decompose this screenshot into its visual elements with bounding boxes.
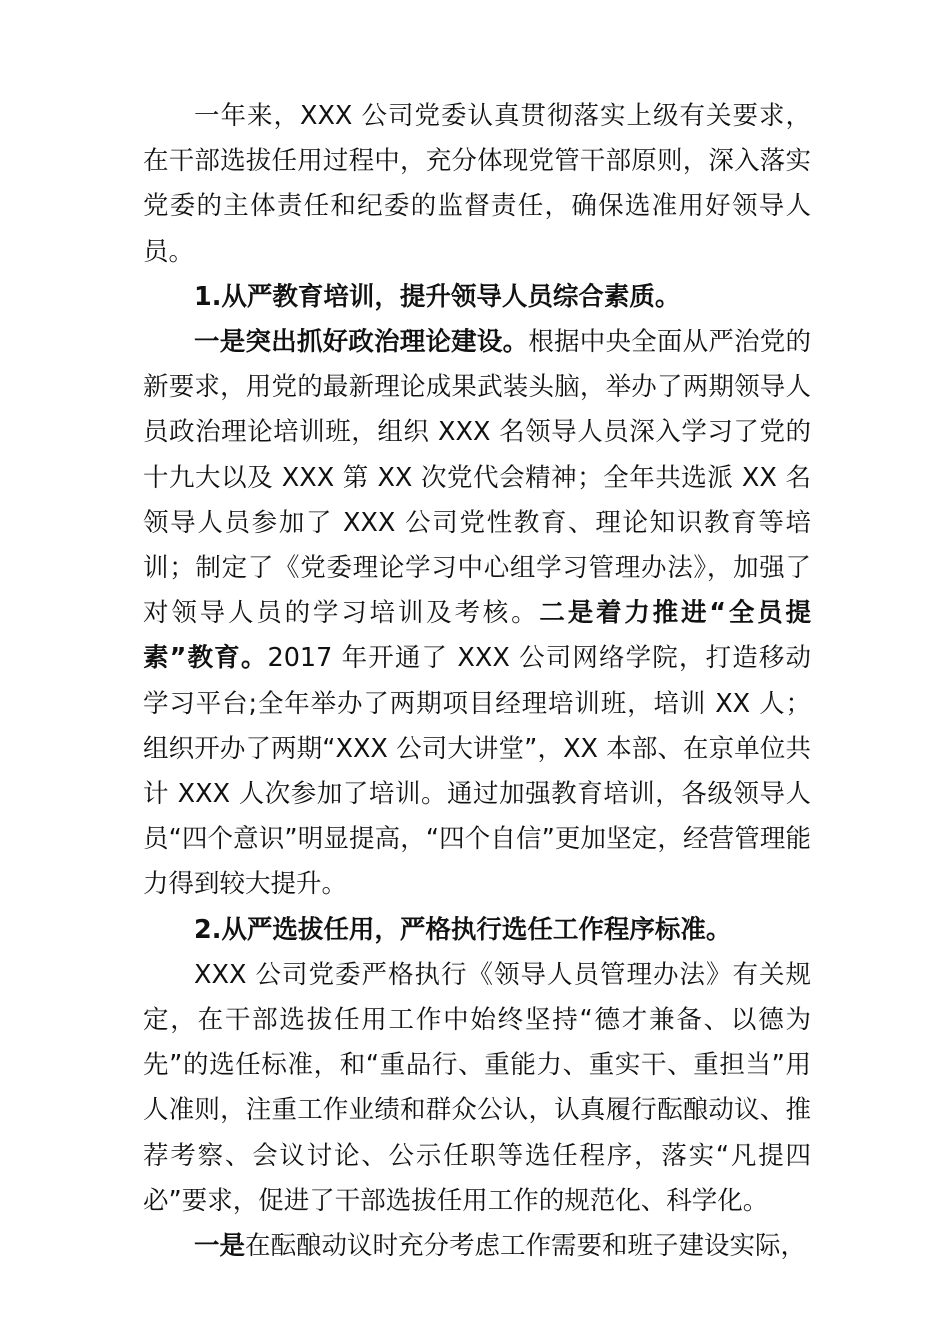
section-heading-1: [143, 275, 811, 320]
point-one-text: 根据中央全面从严治党的新要求，用党的最新理论成果武装头脑，举办了两期领导人员政治理论培训班，组织 XXX 名领导人员深入学习了党的十九大以及 XXX 第 XX 次党代会精神；全年共选派 XX 名领导人员参加了 XXX 公司党性教育、理论知识教育等培训；制定了《党委理论学习中心组学习管理办法》，加强了对领导人员的学习培训及考核。: [143, 327, 811, 629]
final-point-lead: 一是: [194, 1231, 246, 1262]
document-body: [143, 94, 811, 1269]
point-two-lead: 二是着力推进“全员提素”教育。: [143, 598, 811, 674]
final-point-text: 在酝酿动议时充分考虑工作需要和班子建设实际，: [245, 1231, 807, 1262]
section-heading-1-text: 1.从严教育培训，提升领导人员综合素质。: [194, 281, 681, 312]
section-heading-2: [143, 908, 811, 953]
section-heading-2-text: 2.从严选拔任用，严格执行选任工作程序标准。: [194, 914, 732, 945]
final-paragraph: [143, 1224, 811, 1269]
selection-text: XXX 公司党委严格执行《领导人员管理办法》有关规定，在干部选拔任用工作中始终坚持“德才兼备、以德为先”的选任标准，和“重品行、重能力、重实干、重担当”用人准则，注重工作业绩和群众公认，认真履行酝酿动议、推荐考察、会议讨论、公示任职等选任程序，落实“凡提四必”要求，促进了干部选拔任用工作的规范化、科学化。: [143, 959, 811, 1216]
training-paragraph: [143, 320, 811, 908]
selection-paragraph: [143, 953, 811, 1224]
point-two-text: 2017 年开通了 XXX 公司网络学院，打造移动学习平台;全年举办了两期项目经理培训班，培训 XX 人；组织开办了两期“XXX 公司大讲堂”，XX 本部、在京单位共计 XXX 人次参加了培训。通过加强教育培训，各级领导人员“四个意识”明显提高，“四个自信”更加坚定，经营管理能力得到较大提升。: [143, 643, 811, 900]
intro-paragraph: [143, 94, 811, 275]
point-one-lead: 一是突出抓好政治理论建设。: [194, 327, 529, 358]
intro-text: 一年来，XXX 公司党委认真贯彻落实上级有关要求，在干部选拔任用过程中，充分体现党管干部原则，深入落实党委的主体责任和纪委的监督责任，确保选准用好领导人员。: [143, 101, 811, 267]
